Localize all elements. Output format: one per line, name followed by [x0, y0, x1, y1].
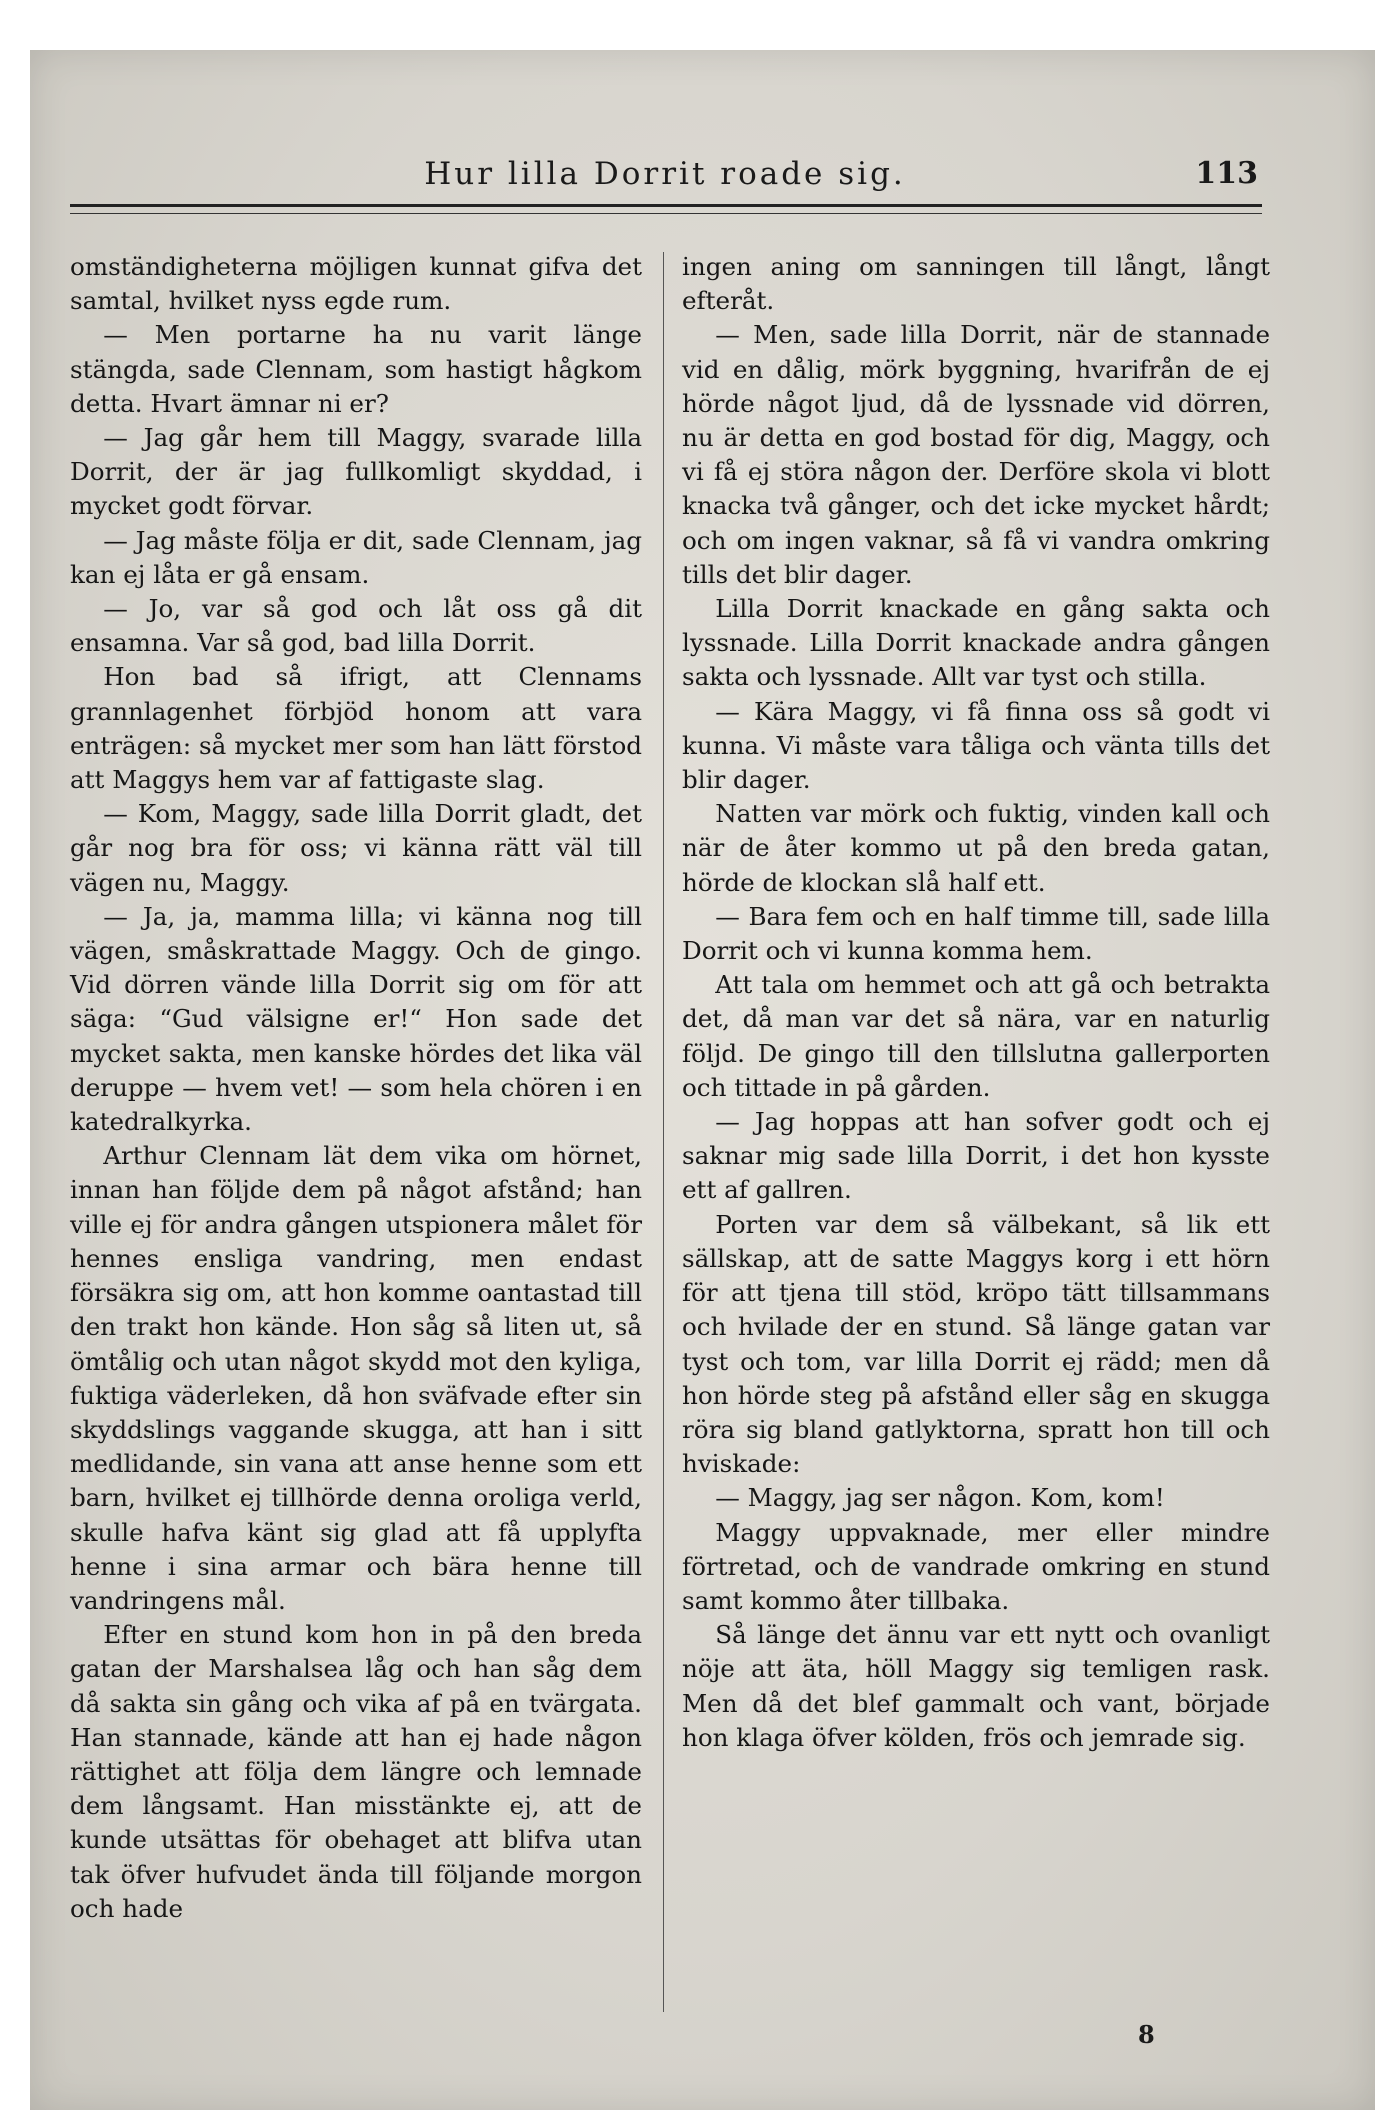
paragraph: — Jag hoppas att han sofver godt och ej saknar mig sade lilla Dorrit, i det hon kysste ett af gallren. — [682, 1107, 1270, 1205]
page-number: 113 — [1195, 156, 1258, 191]
page-header — [70, 150, 1260, 196]
paragraph: Att tala om hemmet och att gå och betrakta det, då man var det så nära, var en naturlig följd. De gingo till den tillslutna gallerporten och tittade in på gården. — [682, 970, 1270, 1102]
paragraph: ingen aning om sanningen till långt, långt efteråt. — [682, 252, 1270, 316]
paragraph: Porten var dem så välbekant, så lik ett sällskap, att de satte Maggys korg i ett hörn för att tjena till stöd, kröpo tätt tillsammans och hvilade der en stund. Så länge gatan var tyst och tom, var lilla Dorrit ej rädd; men då hon hörde steg på afstånd eller såg en skugga röra sig bland gatlyktorna, spratt hon till och hviskade: — [682, 1209, 1270, 1479]
paragraph: — Jo, var så god och låt oss gå dit ensamna. Var så god, bad lilla Dorrit. — [70, 594, 642, 658]
right-column — [682, 250, 1270, 1755]
paragraph: — Maggy, jag ser någon. Kom, kom! — [715, 1483, 1165, 1513]
paragraph: Maggy uppvaknade, mer eller mindre förtretad, och de vandrade omkring en stund samt kommo åter tillbaka. — [682, 1517, 1270, 1615]
paragraph: omständigheterna möjligen kunnat gifva det samtal, hvilket nyss egde rum. — [70, 252, 642, 316]
paragraph: — Jag måste följa er dit, sade Clennam, jag kan ej låta er gå ensam. — [70, 525, 642, 589]
signature-mark: 8 — [1138, 2020, 1155, 2049]
paragraph: Så länge det ännu var ett nytt och ovanligt nöje att äta, höll Maggy sig temligen rask. Men då det blef gammalt och vant, började hon klaga öfver kölden, frös och jemrade sig. — [682, 1620, 1270, 1752]
header-rule — [70, 204, 1262, 214]
paragraph: — Men portarne ha nu varit länge stängda, sade Clennam, som hastigt hågkom detta. Hvart ämnar ni er? — [70, 320, 642, 418]
column-divider — [663, 252, 664, 2012]
paragraph: — Bara fem och en half timme till, sade lilla Dorrit och vi kunna komma hem. — [682, 901, 1270, 966]
paragraph: — Men, sade lilla Dorrit, när de stannade vid en dålig, mörk byggning, hvarifrån de ej hörde något ljud, då de lyssnade vid dörren, nu är detta en god bostad för dig, Maggy, och vi få ej störa någon der. Derföre skola vi blott knacka två gånger, och det icke mycket hårdt; och om ingen vaknar, så få vi vandra omkring tills det blir dager. — [682, 320, 1270, 589]
paragraph: — Kära Maggy, vi få finna oss så godt vi kunna. Vi måste vara tåliga och vänta tills det blir dager. — [682, 696, 1270, 795]
paragraph: Lilla Dorrit knackade en gång sakta och lyssnade. Lilla Dorrit knackade andra gången sakta och lyssnade. Allt var tyst och stilla. — [682, 594, 1270, 692]
paragraph: Natten var mörk och fuktig, vinden kall och när de åter kommo ut på den breda gatan, hörde de klockan slå half ett. — [682, 799, 1270, 897]
paragraph: Arthur Clennam lät dem vika om hörnet, innan han följde dem på något afstånd; han ville ej för andra gången utspionera målet för hennes ensliga vandring, men endast försäkra sig om, att hon komme oantastad till den trakt hon kände. Hon såg så liten ut, så ömtålig och utan något skydd mot den kyliga, fuktiga väderleken, då hon sväfvade efter sin skyddslings vaggande skugga, att han i sitt medlidande, sin vana att anse henne som ett barn, hvilket ej tillhörde denna oroliga verld, skulle hafva känt sig glad att få upplyfta henne i sina armar och bära henne till vandringens mål. — [70, 1141, 642, 1615]
paragraph: — Jag går hem till Maggy, svarade lilla Dorrit, der är jag fullkomligt skyddad, i mycket godt förvar. — [70, 423, 642, 521]
paragraph: Hon bad så ifrigt, att Clennams grannlagenhet förbjöd honom att vara enträgen: så mycket mer som han lätt förstod att Maggys hem var af fattigaste slag. — [70, 662, 642, 795]
paragraph: Efter en stund kom hon in på den breda gatan der Marshalsea låg och han såg dem då sakta sin gång och vika af på en tvärgata. Han stannade, kände att han ej hade någon rättighet att följa dem längre och lemnade dem långsamt. Han misstänkte ej, att de kunde utsättas för obehaget att blifva utan tak öfver hufvudet ända till följande morgon och hade — [70, 1620, 642, 1923]
running-title: Hur lilla Dorrit roade sig. — [424, 156, 906, 192]
paragraph: — Kom, Maggy, sade lilla Dorrit gladt, det går nog bra för oss; vi känna rätt väl till vägen nu, Maggy. — [70, 799, 642, 897]
left-column — [70, 250, 642, 1926]
paragraph: — Ja, ja, mamma lilla; vi känna nog till vägen, småskrattade Maggy. Och de gingo. Vid dörren vände lilla Dorrit sig om för att säga: “Gud välsigne er!“ Hon sade det mycket sakta, men kanske hördes det lika väl deruppe — hvem vet! — som hela chören i en katedralkyrka. — [70, 901, 642, 1137]
